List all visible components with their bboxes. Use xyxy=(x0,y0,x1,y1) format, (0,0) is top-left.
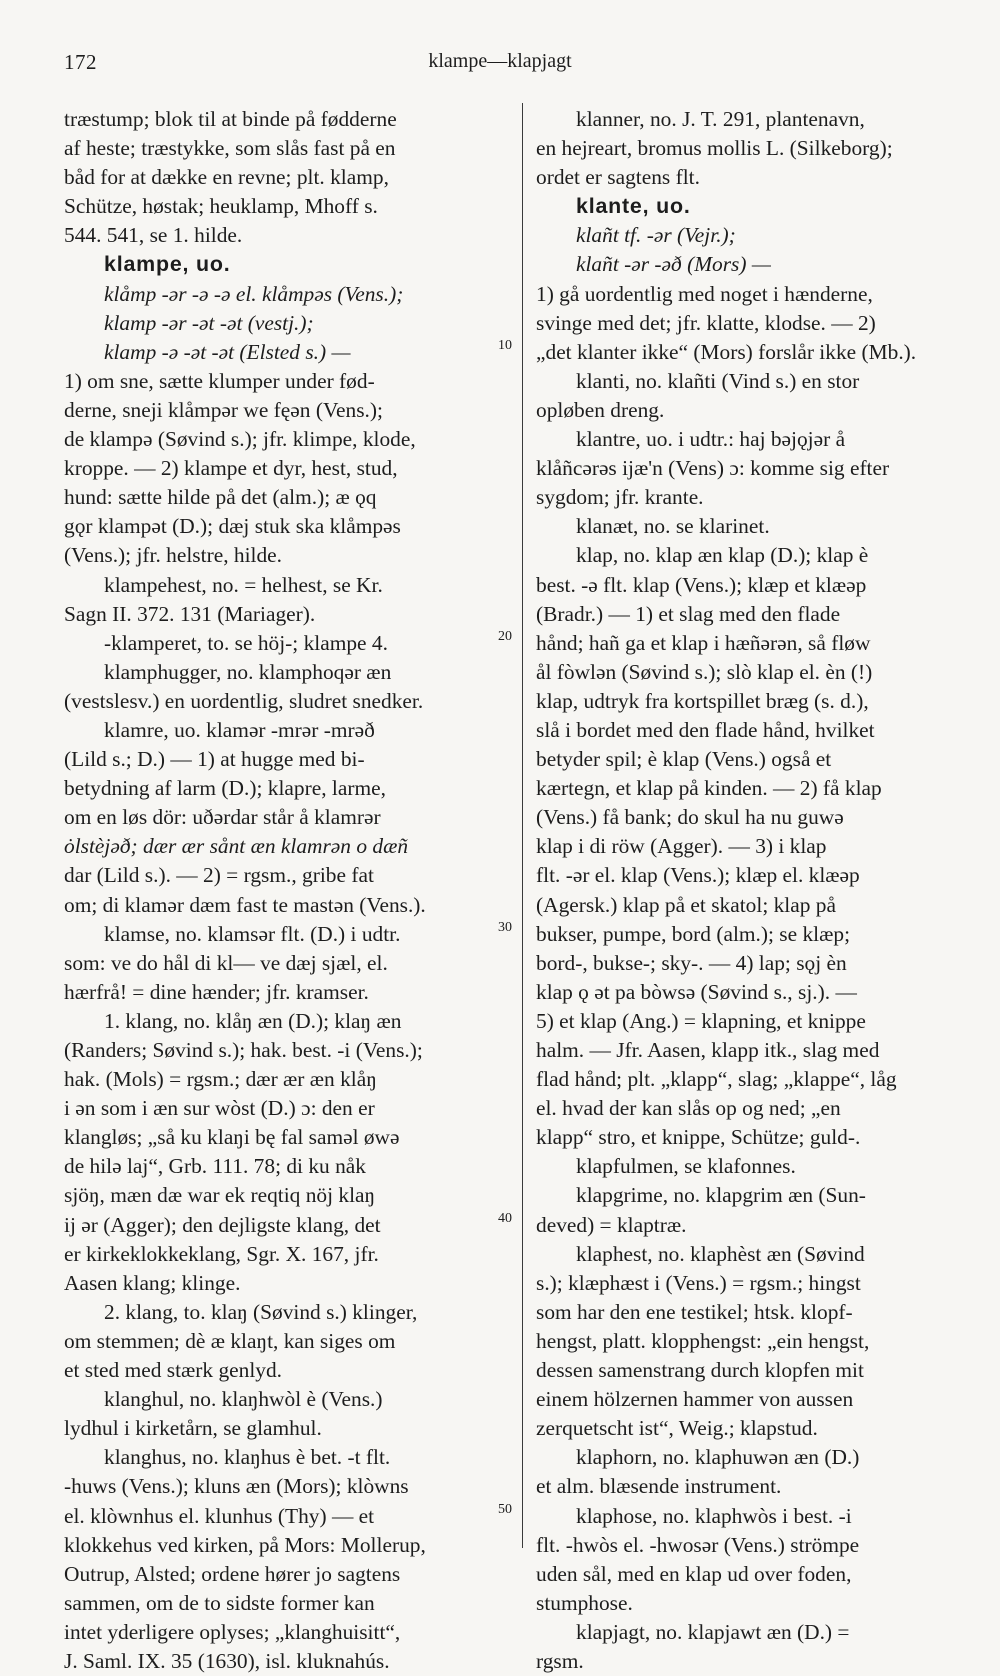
text-line: er kirkeklokkeklang, Sgr. X. 167, jfr. xyxy=(64,1241,379,1266)
text-line: betyder spil; è klap (Vens.) også et xyxy=(536,747,832,772)
headword-line: klaphorn, no. klaphuwən æn (D.) xyxy=(576,1445,860,1470)
headword-line: klanæt, no. se klarinet. xyxy=(576,514,770,539)
text-line: (Bradr.) — 1) et slag med den flade xyxy=(536,601,841,626)
text-line: klamp -ə -ət -ət (Elsted s.) — xyxy=(104,339,351,364)
text-line: 1) gå uordentlig med noget i hænderne, xyxy=(536,281,873,306)
running-title: klampe—klapjagt xyxy=(428,50,572,72)
text-line: kærtegn, et klap på kinden. — 2) få klap xyxy=(536,776,882,801)
text-line: af heste; træstykke, som slås fast på en xyxy=(64,136,396,161)
text-line: lydhul i kirketårn, se glamhul. xyxy=(64,1416,322,1441)
line-number: 50 xyxy=(498,1502,512,1517)
text-line: hånd; hañ ga et klap i hæñərən, så fløw xyxy=(536,630,871,655)
text-line: 1) om sne, sætte klumper under fød- xyxy=(64,368,375,393)
text-line: einem hölzernen hammer von aussen xyxy=(536,1387,854,1412)
text-line: sammen, om de to sidste former kan xyxy=(64,1590,375,1615)
headword-line: klanti, no. klañti (Vind s.) en stor xyxy=(576,368,860,393)
headword-line: klapjagt, no. klapjawt æn (D.) = xyxy=(576,1619,850,1644)
text-line: (Vens.); jfr. helstre, hilde. xyxy=(64,543,283,568)
text-line: deved) = klaptræ. xyxy=(536,1212,687,1237)
text-line: bukser, pumpe, bord (alm.); se klæp; xyxy=(536,921,851,946)
text-line: træstump; blok til at binde på fødderne xyxy=(64,107,397,131)
line-number: 10 xyxy=(498,338,512,353)
text-line: hengst, platt. klopphengst: „ein hengst, xyxy=(536,1328,870,1353)
text-line: Outrup, Alsted; ordene hører jo sagtens xyxy=(64,1561,401,1586)
text-line: klokkehus ved kirken, på Mors: Mollerup, xyxy=(64,1532,426,1557)
text-line: klåmp -ər -ə -ə el. klåmpəs (Vens.); xyxy=(104,281,404,306)
text-line: uden sål, med en klap ud over foden, xyxy=(536,1561,852,1586)
text-line: betydning af larm (D.); klapre, larme, xyxy=(64,776,386,801)
text-line: Aasen klang; klinge. xyxy=(64,1270,241,1295)
text-line: hund: sætte hilde på det (alm.); æ ǫq xyxy=(64,485,377,510)
text-line: båd for at dække en revne; plt. klamp, xyxy=(64,165,389,190)
text-line: bord-, bukse-; sky-. — 4) lap; sǫj èn xyxy=(536,950,847,975)
headword-line: klapfulmen, se klafonnes. xyxy=(576,1154,796,1179)
text-line: hak. (Mols) = rgsm.; dær ær æn klåŋ xyxy=(64,1067,377,1092)
text-line: (Vens.) få bank; do skul ha nu guwə xyxy=(536,805,844,830)
text-line: (vestslesv.) en uordentlig, sludret snedker. xyxy=(64,688,424,713)
text-line: flad hånd; plt. „klapp“, slag; „klappe“, låg xyxy=(536,1067,897,1092)
text-line: intet yderligere oplyses; „klanghuisitt“, xyxy=(64,1619,401,1644)
text-line: ȯlstèjəð; dær ær sånt æn klamrən o dæñ xyxy=(64,834,409,859)
text-line: (Randers; Søvind s.); hak. best. -i (Vens.); xyxy=(64,1038,423,1062)
headword-line: klanghul, no. klaŋhwòl è (Vens.) xyxy=(104,1387,383,1412)
text-line: slå i bordet med den flade hånd, hvilket xyxy=(536,717,875,742)
headword-line: klanghus, no. klaŋhus è bet. -t flt. xyxy=(104,1445,391,1470)
text-line: klañt -ər -əð (Mors) — xyxy=(576,252,771,277)
text-line: klap i di röw (Agger). — 3) i klap xyxy=(536,834,827,859)
text-line: klap, udtryk fra kortspillet bræg (s. d.), xyxy=(536,688,869,713)
headword-line: klanner, no. J. T. 291, plantenavn, xyxy=(576,107,865,131)
headword-line: klante, uo. xyxy=(576,194,691,219)
text-line: halm. — Jfr. Aasen, klapp itk., slag med xyxy=(536,1038,880,1062)
text-line: klapp“ stro, et knippe, Schütze; guld-. xyxy=(536,1125,861,1150)
text-line: best. -ə flt. klap (Vens.); klæp et klæəp xyxy=(536,572,867,597)
text-line: en hejreart, bromus mollis L. (Silkeborg); xyxy=(536,136,893,161)
line-number: 20 xyxy=(498,629,512,644)
text-line: sjöŋ, mæn dæ war ek reqtiq nöj klaŋ xyxy=(64,1183,376,1208)
text-line: klap ǫ ət pa bòwsə (Søvind s., sj.). — xyxy=(536,979,857,1004)
text-line: zerquetscht ist“, Weig.; klapstud. xyxy=(536,1416,818,1441)
text-line: el. hvad der kan slås op og ned; „en xyxy=(536,1096,841,1121)
text-line: ij ər (Agger); den dejligste klang, det xyxy=(64,1212,381,1237)
text-line: opløben dreng. xyxy=(536,397,665,422)
headword-line: klaphose, no. klaphwòs i best. -i xyxy=(576,1503,852,1528)
text-line: et alm. blæsende instrument. xyxy=(536,1474,782,1499)
text-line: Schütze, høstak; heuklamp, Mhoff s. xyxy=(64,194,378,219)
text-line: som: ve do hål di kl— ve dæj sjæl, el. xyxy=(64,950,388,975)
text-line: derne, sneji klåmpər we fęən (Vens.); xyxy=(64,397,383,422)
text-line: i ən som i æn sur wòst (D.) ɔ: den er xyxy=(64,1096,375,1121)
headword-line: klantre, uo. i udtr.: haj bəjǫjər å xyxy=(576,427,846,452)
headword-line: klampehest, no. = helhest, se Kr. xyxy=(104,572,383,597)
text-line: om en løs dör: uðərdar står å klamrər xyxy=(64,805,381,830)
text-line: (Lild s.; D.) — 1) at hugge med bi- xyxy=(64,747,365,772)
text-line: som har den ene testikel; htsk. klopf- xyxy=(536,1299,853,1324)
line-number: 30 xyxy=(498,920,512,935)
text-line: dar (Lild s.). — 2) = rgsm., gribe fat xyxy=(64,863,374,888)
headword-line: klamse, no. klamsər flt. (D.) i udtr. xyxy=(104,921,401,946)
column-divider xyxy=(522,103,523,1548)
text-line: gǫr klampət (D.); dæj stuk ska klåmpəs xyxy=(64,514,401,539)
text-line: 544. 541, se 1. hilde. xyxy=(64,223,243,248)
text-line: de hilə laj“, Grb. 111. 78; di ku nåk xyxy=(64,1154,366,1179)
text-line: (Agersk.) klap på et skatol; klap på xyxy=(536,892,836,917)
text-line: hærfrå! = dine hænder; jfr. kramser. xyxy=(64,979,369,1004)
text-line: om; di klamər dæm fast te mastən (Vens.). xyxy=(64,892,426,917)
headword-line: klampe, uo. xyxy=(104,252,231,277)
text-line: klangløs; „så ku klaŋi bę fal saməl øwə xyxy=(64,1125,400,1150)
headword-line: klaphest, no. klaphèst æn (Søvind xyxy=(576,1241,865,1266)
text-line: klañt tf. -ər (Vejr.); xyxy=(576,223,736,248)
headword-line: klamphugger, no. klamphoqər æn xyxy=(104,659,392,684)
text-line: sygdom; jfr. krante. xyxy=(536,485,704,510)
text-line: klåñcərəs ijæ'n (Vens) ɔ: komme sig efter xyxy=(536,456,890,481)
headword-line: 1. klang, no. klåŋ æn (D.); klaŋ æn xyxy=(104,1008,402,1033)
text-line: de klampə (Søvind s.); jfr. klimpe, klode, xyxy=(64,427,416,452)
text-line: flt. -ər el. klap (Vens.); klæp el. klæəp xyxy=(536,863,860,888)
headword-line: 2. klang, to. klaŋ (Søvind s.) klinger, xyxy=(104,1299,418,1324)
text-line: 5) et klap (Ang.) = klapning, et knippe xyxy=(536,1008,866,1033)
text-line: rgsm. xyxy=(536,1648,584,1673)
headword-line: klamre, uo. klamər -mrər -mrəð xyxy=(104,717,375,742)
page-number: 172 xyxy=(64,50,97,74)
text-line: et sted med stærk genlyd. xyxy=(64,1358,283,1383)
left-column xyxy=(64,105,509,1676)
text-line: -huws (Vens.); kluns æn (Mors); klòwns xyxy=(64,1474,409,1499)
text-line: J. Saml. IX. 35 (1630), isl. kluknahús. xyxy=(64,1648,390,1673)
headword-line: -klamperet, to. se höj-; klampe 4. xyxy=(104,630,388,655)
text-line: stumphose. xyxy=(536,1590,633,1615)
text-line: kroppe. — 2) klampe et dyr, hest, stud, xyxy=(64,456,398,481)
text-line: Sagn II. 372. 131 (Mariager). xyxy=(64,601,316,626)
text-line: dessen samenstrang durch klopfen mit xyxy=(536,1358,864,1383)
text-line: ål fòwlən (Søvind s.); slò klap el. èn (!) xyxy=(536,659,873,684)
text-line: el. klòwnhus el. klunhus (Thy) — et xyxy=(64,1503,375,1528)
text-line: ordet er sagtens flt. xyxy=(536,165,700,190)
text-line: klamp -ər -ət -ət (vestj.); xyxy=(104,310,314,335)
text-line: flt. -hwòs el. -hwosər (Vens.) strömpe xyxy=(536,1532,860,1557)
text-line: s.); klæphæst i (Vens.) = rgsm.; hingst xyxy=(536,1270,861,1295)
headword-line: klap, no. klap æn klap (D.); klap è xyxy=(576,543,869,568)
right-column xyxy=(536,105,960,1676)
line-number: 40 xyxy=(498,1211,512,1226)
headword-line: klapgrime, no. klapgrim æn (Sun- xyxy=(576,1183,866,1208)
text-line: „det klanter ikke“ (Mors) forslår ikke (Mb.). xyxy=(536,339,917,364)
text-line: om stemmen; dè æ klaŋt, kan siges om xyxy=(64,1328,396,1353)
text-line: svinge med det; jfr. klatte, klodse. — 2) xyxy=(536,310,876,335)
